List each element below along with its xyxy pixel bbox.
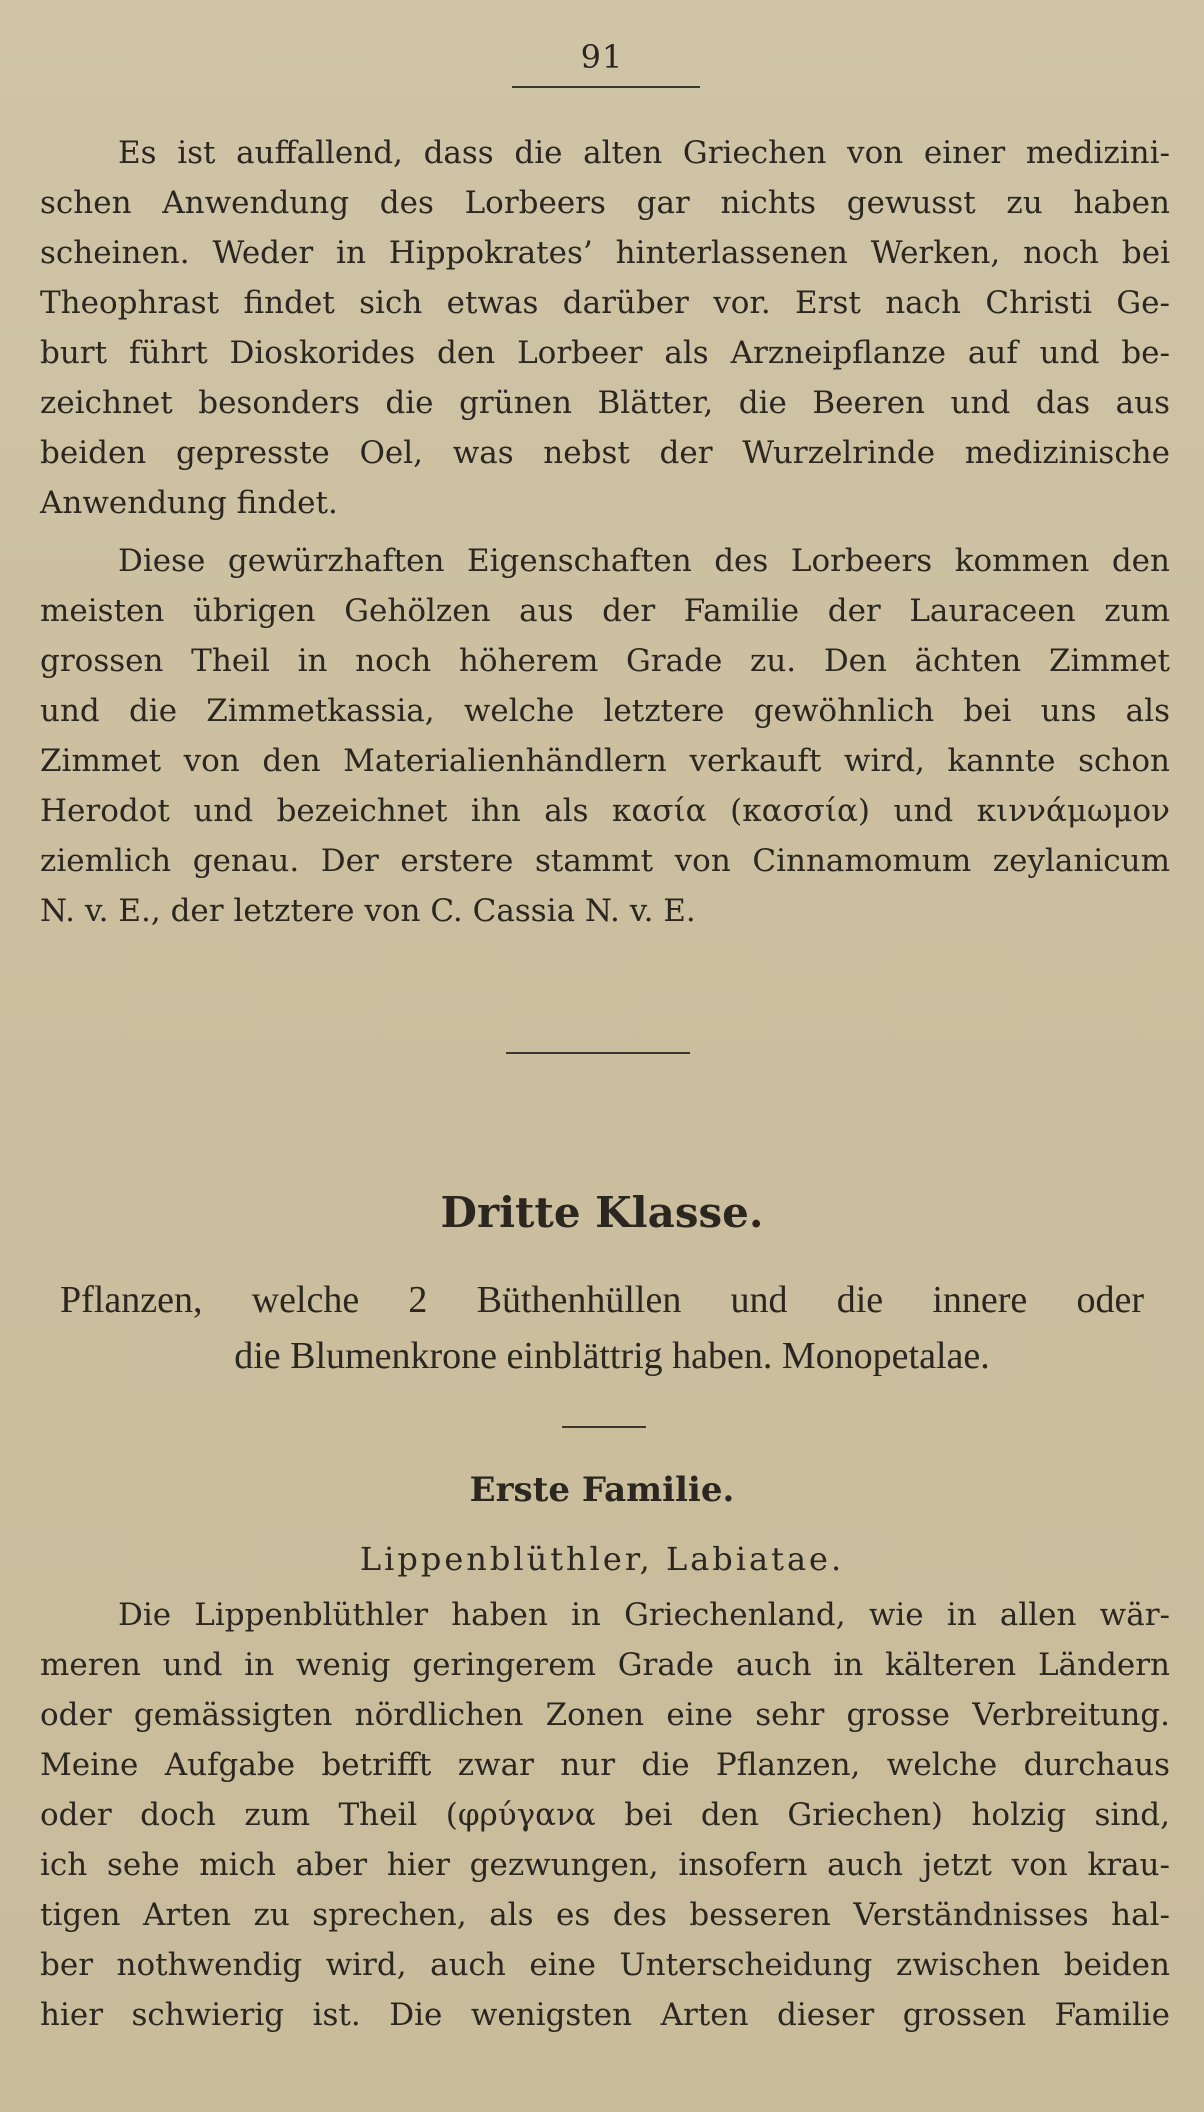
family-subtitle: Lippenblüthler, Labiatae. [359, 1540, 845, 1578]
class-subtitle [60, 1272, 1144, 1384]
text-line: beiden gepresste Oel, was nebst der Wurzelrinde medizinische [40, 435, 1170, 471]
text-line: grossen Theil in noch höherem Grade zu. Den ächten Zimmet [40, 643, 1170, 679]
text-line: und die Zimmetkassia, welche letztere gewöhnlich bei uns als [40, 693, 1170, 729]
text-line: oder gemässigten nördlichen Zonen eine sehr grosse Verbreitung. [40, 1697, 1170, 1733]
paragraph-lippenbluethler [40, 1590, 1170, 2040]
text-line: Theophrast findet sich etwas darüber vor. Erst nach Christi Ge- [40, 285, 1170, 321]
text-line: Es ist auffallend, dass die alten Griechen von einer medizini- [118, 135, 1170, 171]
text-line: burt führt Dioskorides den Lorbeer als Arzneipflanze auf und be- [40, 335, 1170, 371]
text-line: zeichnet besonders die grünen Blätter, die Beeren und das aus [40, 385, 1170, 421]
subtitle-line: Pflanzen, welche 2 Büthenhüllen und die innere oder [60, 1279, 1144, 1321]
short-divider [562, 1426, 646, 1428]
text-line: schen Anwendung des Lorbeers gar nichts gewusst zu haben [40, 185, 1170, 221]
text-line: Meine Aufgabe betrifft zwar nur die Pflanzen, welche durchaus [40, 1747, 1170, 1783]
text-line: ich sehe mich aber hier gezwungen, insofern auch jetzt von krau- [40, 1847, 1170, 1883]
text-line: hier schwierig ist. Die wenigsten Arten dieser grossen Familie [40, 1997, 1170, 2033]
text-line: Zimmet von den Materialienhändlern verkauft wird, kannte schon [40, 743, 1170, 779]
text-line: Die Lippenblüthler haben in Griechenland, wie in allen wär- [118, 1597, 1170, 1633]
text-line: Anwendung findet. [40, 485, 338, 521]
subtitle-line: die Blumenkrone einblättrig haben. Monopetalae. [234, 1335, 990, 1377]
text-line: Diese gewürzhaften Eigenschaften des Lorbeers kommen den [118, 543, 1170, 579]
paragraph-lorbeer-medicine [40, 128, 1170, 528]
text-line: tigen Arten zu sprechen, als es des besseren Verständnisses hal- [40, 1897, 1170, 1933]
text-line: meren und in wenig geringerem Grade auch in kälteren Ländern [40, 1647, 1170, 1683]
page-number: 91 [580, 38, 624, 76]
text-line: scheinen. Weder in Hippokrates’ hinterlassenen Werken, noch bei [40, 235, 1170, 271]
text-line: N. v. E., der letztere von C. Cassia N. v. E. [40, 893, 696, 929]
text-line: ziemlich genau. Der erstere stammt von Cinnamomum zeylanicum [40, 843, 1170, 879]
family-heading: Erste Familie. [469, 1470, 735, 1510]
paragraph-lauraceen [40, 536, 1170, 936]
text-line: ber nothwendig wird, auch eine Unterscheidung zwischen beiden [40, 1947, 1170, 1983]
text-line: meisten übrigen Gehölzen aus der Familie der Lauraceen zum [40, 593, 1170, 629]
header-rule [512, 86, 700, 88]
text-line: oder doch zum Theil (φρύγανα bei den Griechen) holzig sind, [40, 1797, 1170, 1833]
section-divider [506, 1052, 690, 1054]
text-line: Herodot und bezeichnet ihn als κασία (κασσία) und κιννάμωμον [40, 793, 1170, 829]
class-heading: Dritte Klasse. [440, 1188, 764, 1237]
